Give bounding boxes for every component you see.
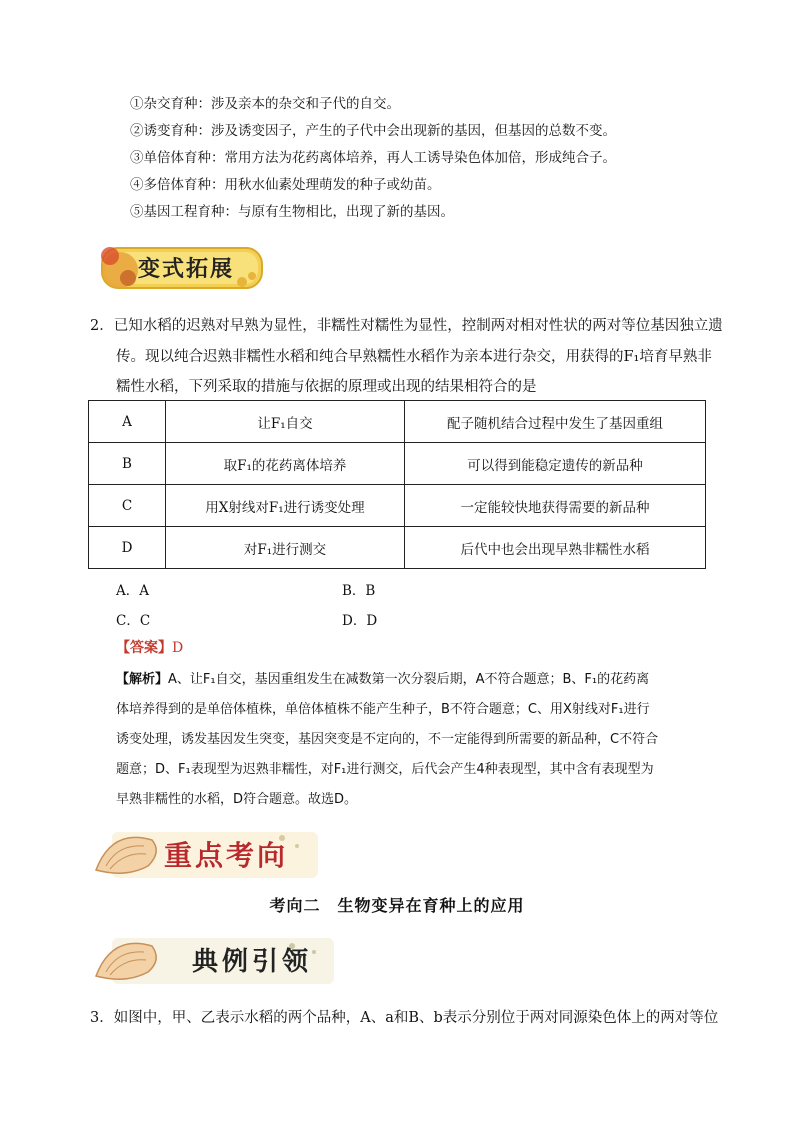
question-2-line-3: 糯性水稻，下列采取的措施与依据的原理或出现的结果相符合的是 <box>116 379 537 395</box>
method-genetic-engineering: ⑤基因工程育种：与原有生物相比，出现了新的基因。 <box>130 204 454 220</box>
table-row <box>89 485 706 527</box>
choice-d: D．D <box>342 613 378 629</box>
banner-example <box>92 930 338 990</box>
option-measure: 用X射线对F₁进行诱变处理 <box>166 485 405 527</box>
option-letter: D <box>89 527 166 569</box>
question-2-line-1: 2．已知水稻的迟熟对早熟为显性，非糯性对糯性为显性，控制两对相对性状的两对等位基因独立遗 <box>90 318 723 334</box>
option-measure: 让F₁自交 <box>166 401 405 443</box>
analysis-line: 题意；D、F₁表现型为迟熟非糯性，对F₁进行测交，后代会产生4种表现型，其中含有表现型为 <box>116 762 654 777</box>
analysis-line: 诱变处理，诱发基因发生突变，基因突变是不定向的，不一定能得到所需要的新品种，C不符合 <box>116 732 659 747</box>
option-measure: 取F₁的花药离体培养 <box>166 443 405 485</box>
option-result: 可以得到能稳定遗传的新品种 <box>405 443 706 485</box>
banner-variant-label: 变式拓展 <box>138 257 235 282</box>
analysis-line <box>116 665 712 695</box>
answer-value: D <box>172 640 184 656</box>
table-row <box>89 527 706 569</box>
answer <box>116 637 183 657</box>
analysis-line: 早熟非糯性的水稻，D符合题意。故选D。 <box>116 792 358 807</box>
answer-tag: 【答案】 <box>116 640 172 656</box>
banner-focus <box>92 822 322 884</box>
method-haploid: ③单倍体育种：常用方法为花药离体培养，再人工诱导染色体加倍，形成纯合子。 <box>130 150 616 166</box>
choice-b: B．B <box>342 583 376 599</box>
option-letter: C <box>89 485 166 527</box>
options-table <box>88 400 706 569</box>
option-letter: A <box>89 401 166 443</box>
analysis-text: A、让F₁自交，基因重组发生在减数第一次分裂后期，A不符合题意；B、F₁的花药离 <box>168 672 650 687</box>
table-row <box>89 443 706 485</box>
option-result: 后代中也会出现早熟非糯性水稻 <box>405 527 706 569</box>
analysis-tag: 【解析】 <box>116 672 169 687</box>
option-result: 配子随机结合过程中发生了基因重组 <box>405 401 706 443</box>
section-heading: 考向二 生物变异在育种上的应用 <box>269 896 525 915</box>
table-row <box>89 401 706 443</box>
option-measure: 对F₁进行测交 <box>166 527 405 569</box>
choice-a: A．A <box>116 583 149 599</box>
method-mutation: ②诱变育种：涉及诱变因子，产生的子代中会出现新的基因，但基因的总数不变。 <box>130 123 616 139</box>
method-hybrid: ①杂交育种：涉及亲本的杂交和子代的自交。 <box>130 96 400 112</box>
analysis-line: 体培养得到的是单倍体植株，单倍体植株不能产生种子，B不符合题意；C、用X射线对F₁进行 <box>116 702 650 717</box>
option-letter: B <box>89 443 166 485</box>
choice-c: C．C <box>116 613 151 629</box>
question-2-line-2: 传。现以纯合迟熟非糯性水稻和纯合早熟糯性水稻作为亲本进行杂交，用获得的F₁培育早熟非 <box>116 349 712 365</box>
banner-variant <box>92 234 268 294</box>
analysis <box>116 665 712 815</box>
banner-example-label: 典例引领 <box>192 947 313 977</box>
banner-focus-label: 重点考向 <box>164 839 289 872</box>
method-polyploid: ④多倍体育种：用秋水仙素处理萌发的种子或幼苗。 <box>130 177 441 193</box>
option-result: 一定能较快地获得需要的新品种 <box>405 485 706 527</box>
question-3-line-1: 3．如图中，甲、乙表示水稻的两个品种，A、a和B、b表示分别位于两对同源染色体上的两对等位 <box>90 1010 719 1026</box>
